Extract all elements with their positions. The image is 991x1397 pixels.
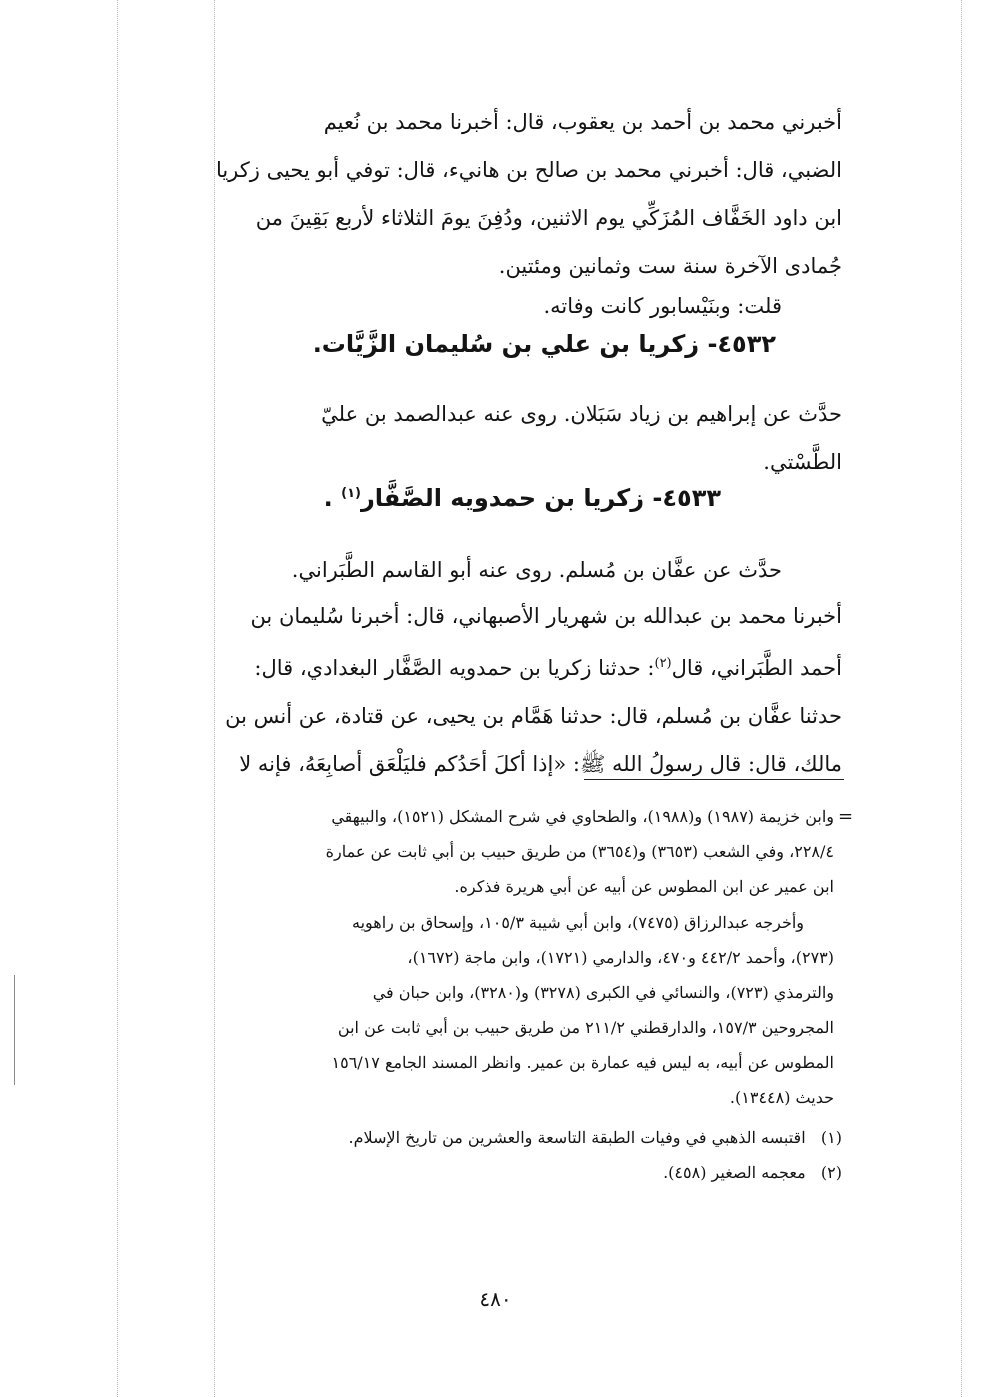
text-line: ابن داود الخَفَّاف المُزَكِّي يوم الاثنين، ودُفِنَ يومَ الثلاثاء لأربع بَقِينَ من: [255, 206, 842, 230]
entry-heading-4532: ٤٥٣٢- زكريا بن علي بن سُليمان الزَّيَّات.: [312, 330, 776, 358]
footnote-separator: [584, 779, 844, 780]
author-note: قلت: وبنَيْسابور كانت وفاته.: [543, 294, 782, 318]
footnote-line: ابن عمير عن ابن المطوس عن أبيه عن أبي هريرة فذكره.: [454, 877, 834, 896]
footnote-line: المجروحين ١٥٧/٣، والدارقطني ٢١١/٢ من طريق حبيب بن أبي ثابت عن ابن: [337, 1018, 834, 1037]
footnote-line: المطوس عن أبيه، به ليس فيه عمارة بن عمير. وانظر المسند الجامع ١٥٦/١٧: [331, 1053, 834, 1072]
entry-text-4533: حدَّث عن عفَّان بن مُسلم. روى عنه أبو القاسم الطَّبَراني.: [291, 558, 782, 582]
footnote-line: وأخرجه عبدالرزاق (٧٤٧٥)، وابن أبي شيبة ١٠٥/٣، وإسحاق بن راهويه: [351, 913, 804, 932]
footnote-paragraph: [134, 905, 834, 1115]
text-line: الطَّسْتي.: [763, 450, 842, 474]
footnote-2: [134, 1155, 842, 1190]
footnote-line: (٢٧٣)، وأحمد ٤٤٢/٢ و٤٧٠، والدارمي (١٧٢١)، وابن ماجة (١٦٧٢)،: [407, 948, 834, 967]
scan-margin-line: [117, 0, 118, 1397]
footnote-ref-2: (٢): [654, 656, 672, 671]
heading-text: ٤٥٣٣- زكريا بن حمدويه الصَّفَّار: [360, 484, 721, 512]
numbered-footnotes: [134, 1120, 842, 1190]
footnote-line: والترمذي (٧٢٣)، والنسائي في الكبرى (٣٢٧٨) و(٣٢٨٠)، وابن حبان في: [372, 983, 834, 1002]
text-line: [134, 640, 842, 692]
footnote-1: [134, 1120, 842, 1155]
footnote-continuation: [134, 799, 834, 904]
hadith-paragraph: [134, 592, 842, 788]
scan-margin-line: [14, 975, 15, 1085]
footnote-number: (٢): [820, 1163, 842, 1182]
text-line: أخبرنا محمد بن عبدالله بن شهريار الأصبهاني، قال: أخبرنا سُليمان بن: [250, 604, 842, 628]
footnote-number: (١): [820, 1128, 842, 1147]
heading-end: .: [323, 484, 342, 512]
footnote-ref-1: (١): [341, 486, 361, 501]
text-line: الضبي، قال: أخبرني محمد بن صالح بن هانيء، قال: توفي أبو يحيى زكريا: [215, 158, 842, 182]
footnote-text: معجمه الصغير (٤٥٨).: [663, 1163, 806, 1182]
text-line: مالك، قال: قال رسولُ الله ﷺ: «إذا أكلَ أحَدُكم فليَلْعَق أصابِعَهُ، فإنه لا: [239, 752, 842, 776]
footnote-line: حديث (١٣٤٤٨).: [729, 1088, 834, 1107]
text-segment: أحمد الطَّبَراني، قال: [671, 656, 842, 680]
entry-heading-4533: [324, 484, 721, 512]
opening-paragraph: [134, 98, 842, 290]
text-line: حدَّث عن إبراهيم بن زياد سَبَلان. روى عنه عبدالصمد بن عليّ: [321, 402, 842, 426]
text-line: جُمادى الآخرة سنة ست وثمانين ومئتين.: [498, 254, 842, 278]
text-line: حدثنا عفَّان بن مُسلم، قال: حدثنا هَمَّام بن يحيى، عن قتادة، عن أنس بن: [225, 704, 842, 728]
scan-margin-line: [961, 0, 962, 1397]
entry-text-4532: [134, 390, 842, 486]
footnote-text: اقتبسه الذهبي في وفيات الطبقة التاسعة والعشرين من تاريخ الإسلام.: [348, 1128, 806, 1147]
footnote-line: وابن خزيمة (١٩٨٧) و(١٩٨٨)، والطحاوي في شرح المشكل (١٥٢١)، والبيهقي: [331, 807, 834, 826]
text-segment: : حدثنا زكريا بن حمدويه الصَّفَّار البغدادي، قال:: [254, 656, 655, 680]
text-line: أخبرني محمد بن أحمد بن يعقوب، قال: أخبرنا محمد بن نُعيم: [323, 110, 842, 134]
continuation-mark: =: [838, 806, 854, 827]
footnote-line: ٢٢٨/٤، وفي الشعب (٣٦٥٣) و(٣٦٥٤) من طريق حبيب بن أبي ثابت عن عمارة: [325, 842, 834, 861]
page-number: ٤٨٠: [479, 1287, 512, 1311]
